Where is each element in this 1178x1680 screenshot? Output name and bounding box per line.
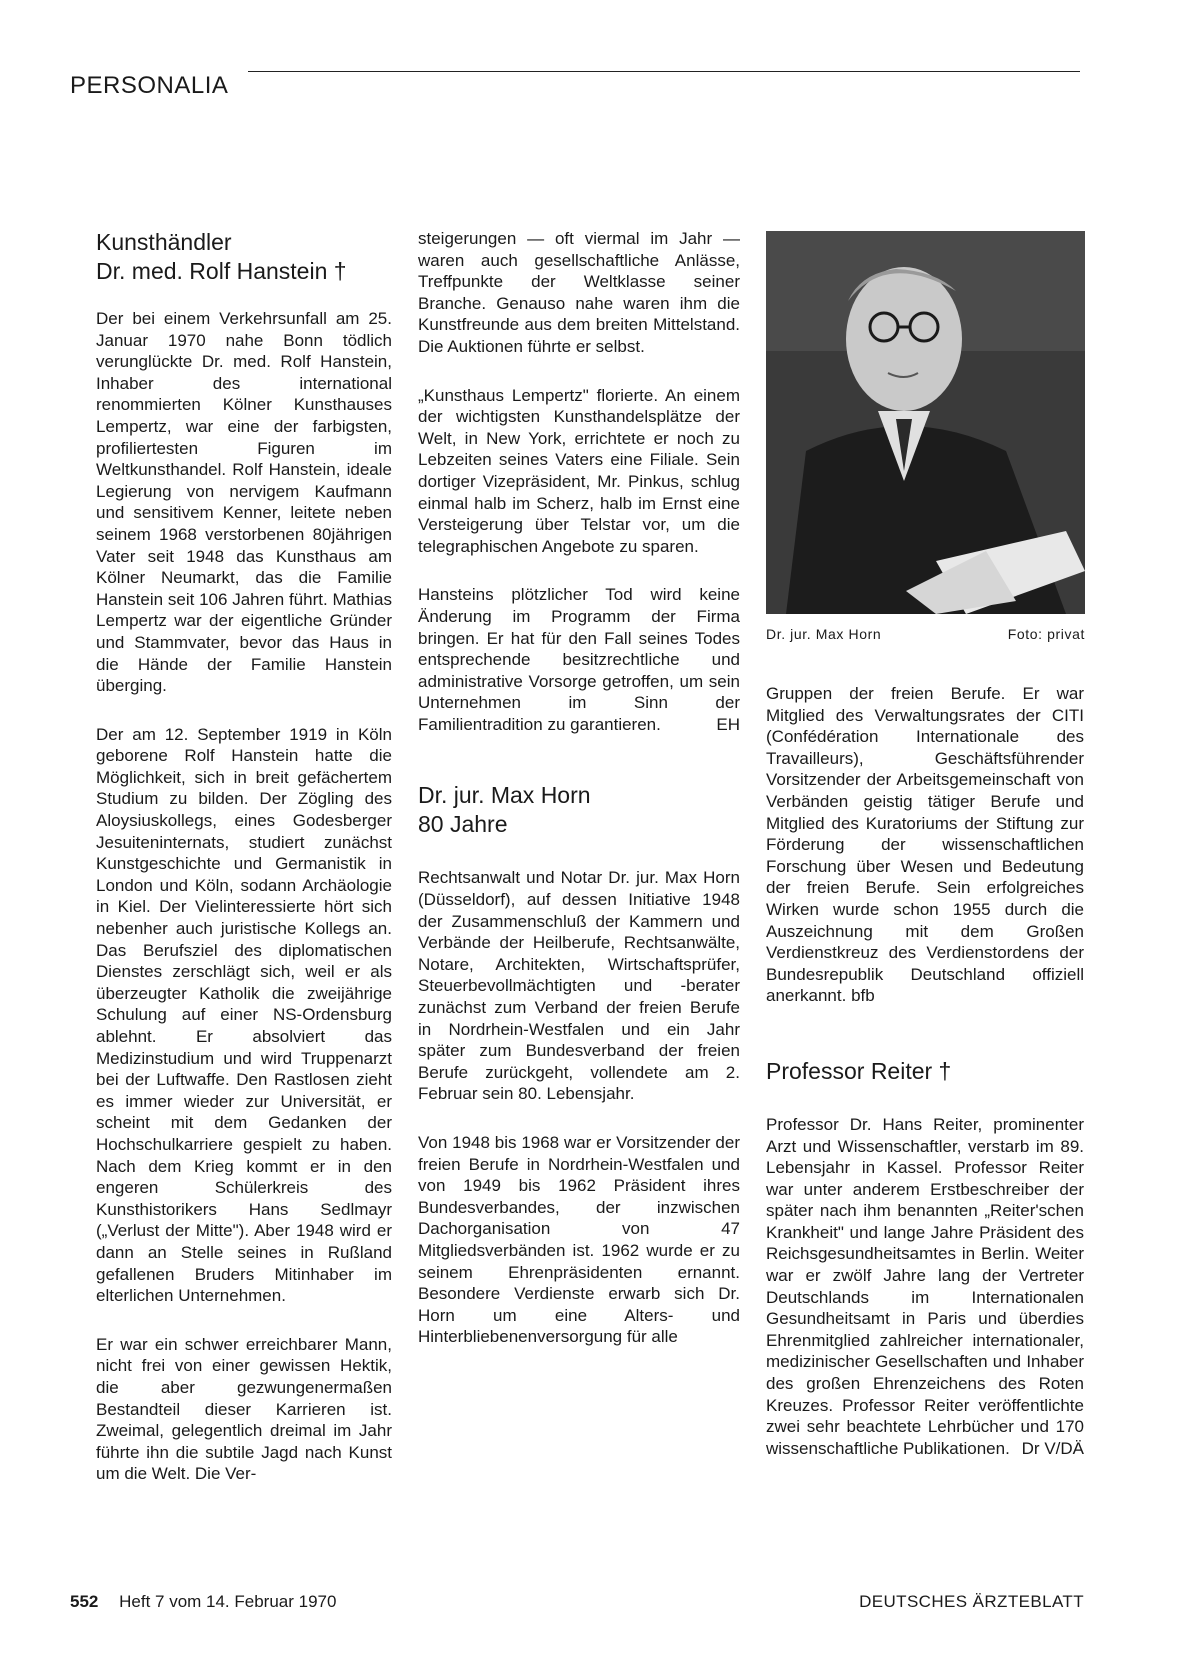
paragraph-text: Professor Dr. Hans Reiter, prominenter Arzt und Wissenschaftler, verstarb im 89. Lebensjahr in Kassel. Professor Reiter war unter anderem Erstbeschreiber der später nach ihm benannten „Reiter'schen Krankheit" und lange Jahre Präsident des Reichsgesundheitsamtes in Berlin. Weiter war er zwölf Jahre lang der Vertreter Deutschlands im Internationalen Gesundheitsamt in Paris und überdies Ehrenmitglied zahlreicher internationaler, medizinischer Gesellschaften und Inhaber des großen Ehrenzeichens des Roten Kreuzes. Professor Reiter veröffentlichte zwei sehr beachtete Lehrbücher und 170 wissenschaftliche Publikationen. — [766, 1114, 1084, 1458]
title-line-1: Dr. jur. Max Horn — [418, 782, 591, 809]
paragraph-with-signature — [418, 584, 740, 735]
photo-credit: Foto: privat — [1007, 626, 1085, 642]
title-line-2: Dr. med. Rolf Hanstein † — [96, 258, 347, 284]
column-1 — [96, 228, 392, 1485]
title-line-2: 80 Jahre — [418, 811, 508, 838]
page-footer — [70, 1592, 1084, 1612]
caption-text: Dr. jur. Max Horn — [766, 626, 882, 642]
issue-info: Heft 7 vom 14. Februar 1970 — [119, 1592, 337, 1611]
title-line-1: Kunsthändler — [96, 229, 232, 255]
paragraph: Der bei einem Verkehrsunfall am 25. Januar 1970 nahe Bonn tödlich verunglückte Dr. med. Rolf Hanstein, Inhaber des international renommierten Kölner Kunsthauses Lempertz, war eine der farbigsten, profiliertesten Figuren im Weltkunsthandel. Rolf Hanstein, ideale Legierung von nervigem Kaufmann und sensitivem Kenner, leitete neben seinem 1968 verstorbenen 80jährigen Vater seit 1948 das Kunsthaus am Kölner Neumarkt, das die Familie Hanstein seit 106 Jahren führt. Mathias Lempertz war der eigentliche Gründer und Stammvater, bevor das Haus in die Hände der Familie Hanstein überging. — [96, 309, 392, 696]
author-signature: bfb — [851, 986, 875, 1006]
paragraph-text: Gruppen der freien Berufe. Er war Mitglied des Verwaltungsrates der CITI (Confédération Internationale des Travailleurs), Geschäftsführender Vorsitzender der Arbeitsgemeinschaft von Verbänden geistig tätiger Berufe und Mitglied des Kuratoriums der Stiftung zur Förderung der wissenschaftlichen Forschung über Wesen und Bedeutung der freien Berufe. Sein erfolgreiches Wirken wurde schon 1955 durch die Auszeichnung mit dem Großen Verdienstkreuz des Verdienstordens der Bundesrepublik Deutschland offiziell anerkannt. — [766, 684, 1084, 1006]
paragraph-text: Hansteins plötzlicher Tod wird keine Änderung im Programm der Firma bringen. Er hat für den Fall seines Todes entsprechende besitzrechtliche und administrative Vorsorge getroffen, um sein Unternehmen im Sinn der Familientradition zu garantieren. — [418, 585, 740, 734]
header-rule — [248, 71, 1080, 72]
article-title-hanstein — [96, 228, 392, 286]
page-number: 552 — [70, 1592, 99, 1611]
column-3 — [766, 683, 1084, 1459]
section-label: PERSONALIA — [70, 72, 229, 99]
page-header — [70, 70, 1080, 100]
article-title-horn — [418, 781, 740, 839]
paragraph: Der am 12. September 1919 in Köln geborene Rolf Hanstein hatte die Möglichkeit, sich in breit gefächertem Studium zu bilden. Der Zögling des Aloysiuskollegs, eines Godesberger Jesuiteninternats, studiert zunächst Kunstgeschichte und Germanistik in London und Köln, sodann Archäologie in Kiel. Der Vielinteressierte hört sich nebenher auch juristische Kollegs an. Das Berufsziel des diplomatischen Dienstes zerschlägt sich, weil er als überzeugter Katholik die zweijährige Schulung auf einer NS-Ordensburg ablehnt. Er absolviert das Medizinstudium und wird Truppenarzt bei der Luftwaffe. Den Rastlosen zieht es immer wieder zur Universität, er scheint mit dem Gedanken der Hochschulkarriere gespielt zu haben. Nach dem Krieg kommt er in den engeren Schülerkreis des Kunsthistorikers Hans Sedlmayr („Verlust der Mitte"). Aber 1948 wird er dann an Stelle seines in Rußland gefallenen Bruders Mitinhaber im elterlichen Unternehmen. — [96, 724, 392, 1306]
photo-caption — [766, 626, 1085, 642]
author-signature: Dr V/DÄ — [1021, 1438, 1084, 1458]
paragraph: „Kunsthaus Lempertz" florierte. An einem der wichtigsten Kunsthandelsplätze der Welt, in New York, errichtete er noch zu Lebzeiten seines Vaters eine Filiale. Sein dortiger Vizepräsident, Mr. Pinkus, schlug einmal halb im Scherz, halb im Ernst eine Versteigerung über Telstar vor, um die telegraphischen Angebote zu sparen. — [418, 385, 740, 556]
paragraph-with-signature — [766, 1114, 1084, 1460]
portrait-photo — [766, 231, 1085, 614]
paragraph: Von 1948 bis 1968 war er Vorsitzender der freien Berufe in Nordrhein-Westfalen und von 1949 bis 1962 Präsident ihres Bundesverbandes, der inzwischen Dachorganisation von 47 Mitgliedsverbänden ist. 1962 wurde er zu seinem Ehrenpräsidenten ernannt. Besondere Verdienste erwarb sich Dr. Horn um eine Alters- und Hinterbliebenenversorgung für alle — [418, 1133, 740, 1347]
article-title-reiter: Professor Reiter † — [766, 1057, 952, 1084]
paragraph: Rechtsanwalt und Notar Dr. jur. Max Horn (Düsseldorf), auf dessen Initiative 1948 der Zusammenschluß der Kammern und Verbände der Heilberufe, Rechtsanwälte, Notare, Architekten, Wirtschaftsprüfer, Steuerbevollmächtigten und -berater zunächst zum Verband der freien Berufe in Nordrhein-Westfalen und ein Jahr später zum Bundesverband der freien Berufe zurückgeht, vollendete am 2. Februar sein 80. Lebensjahr. — [418, 868, 740, 1104]
paragraph: steigerungen — oft viermal im Jahr — waren auch gesellschaftliche Anlässe, Treffpunkte der Weltklasse seiner Branche. Genauso nahe waren ihm die Kunstfreunde aus dem breiten Mittelstand. Die Auktionen führte er selbst. — [418, 229, 740, 356]
paragraph-with-signature — [766, 683, 1084, 1007]
journal-name: DEUTSCHES ÄRZTEBLATT — [859, 1592, 1084, 1611]
author-signature: EH — [716, 714, 740, 734]
column-2 — [418, 228, 740, 1348]
paragraph: Er war ein schwer erreichbarer Mann, nicht frei von einer gewissen Hektik, die aber gezwungenermaßen Bestandteil dieser Karrieren ist. Zweimal, gelegentlich dreimal im Jahr führte ihn die subtile Jagd nach Kunst um die Welt. Die Ver- — [96, 1334, 392, 1484]
portrait-image — [766, 231, 1085, 614]
